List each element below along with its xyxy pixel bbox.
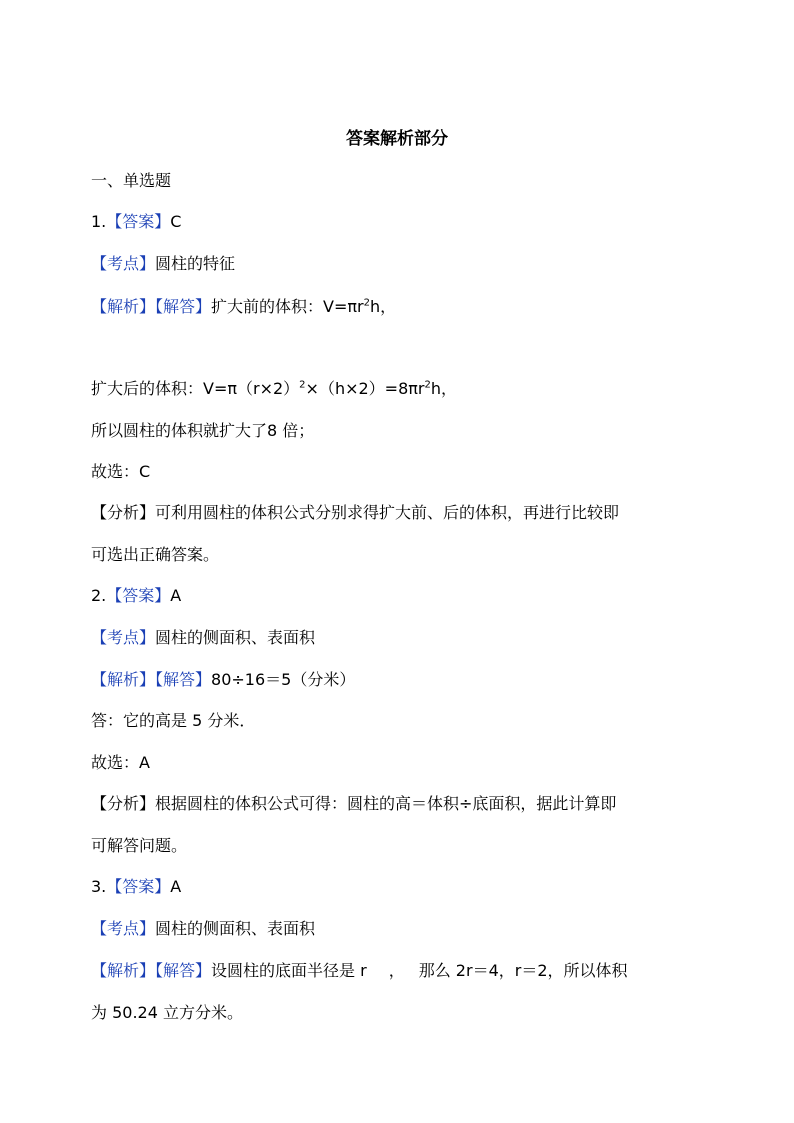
q1-line4: 故选：C xyxy=(91,462,151,481)
q1-line2 xyxy=(91,376,711,402)
q1-line2-a: 扩大后的体积：V=π（r×2） xyxy=(91,379,300,398)
q3-jiexi-c: 那么 2r＝4，r＝2，所以体积 xyxy=(418,961,628,980)
jiexi-tag: 【解析】 xyxy=(91,961,156,980)
q3-kaodian-line xyxy=(91,916,711,942)
q1-fenxi-line xyxy=(91,500,711,526)
fenxi-tag: 【分析】 xyxy=(91,794,156,813)
q1-line2-sup: 2 xyxy=(299,379,306,391)
q2-fenxi-line2: 可解答问题。 xyxy=(91,836,188,855)
q1-number: 1. xyxy=(91,212,107,231)
kaodian-tag: 【考点】 xyxy=(91,919,156,938)
q3-number: 3. xyxy=(91,877,107,896)
q1-line2-c: h， xyxy=(430,379,457,398)
q1-line3: 所以圆柱的体积就扩大了8 倍； xyxy=(91,421,315,440)
q2-line2: 答：它的高是 5 分米． xyxy=(91,711,256,730)
q3-jiexi-b: ， xyxy=(388,961,405,980)
q2-fenxi: 根据圆柱的体积公式可得：圆柱的高＝体积÷底面积，据此计算即 xyxy=(155,794,617,813)
q1-answer-line xyxy=(91,209,711,235)
q3-jiexi-a: 设圆柱的底面半径是 r xyxy=(211,961,367,980)
q2-jiexi: 80÷16＝5（分米） xyxy=(211,670,356,689)
jiexi-tag: 【解析】 xyxy=(91,297,156,316)
q1-fenxi: 可利用圆柱的体积公式分别求得扩大前、后的体积，再进行比较即 xyxy=(155,503,620,522)
q2-answer: A xyxy=(170,586,182,605)
page-title: 答案解析部分 xyxy=(346,129,448,149)
q2-fenxi-line xyxy=(91,791,711,817)
answer-tag: 【答案】 xyxy=(106,212,171,231)
q3-kaodian: 圆柱的侧面积、表面积 xyxy=(155,919,316,938)
answer-tag: 【答案】 xyxy=(106,586,171,605)
q1-kaodian-line xyxy=(91,251,711,277)
kaodian-tag: 【考点】 xyxy=(91,628,156,647)
q3-answer-line xyxy=(91,874,711,900)
q1-jiexi-sup: 2 xyxy=(363,297,370,309)
jieda-tag: 【解答】 xyxy=(155,961,212,980)
q1-line2-sup2: 2 xyxy=(424,379,431,391)
q1-jiexi-line xyxy=(91,294,711,320)
q2-kaodian: 圆柱的侧面积、表面积 xyxy=(155,628,316,647)
q2-line3: 故选：A xyxy=(91,753,150,772)
q2-answer-line xyxy=(91,583,711,609)
q3-answer: A xyxy=(170,877,182,896)
q1-kaodian: 圆柱的特征 xyxy=(155,254,236,273)
answer-tag: 【答案】 xyxy=(106,877,171,896)
fenxi-tag: 【分析】 xyxy=(91,503,156,522)
jiexi-tag: 【解析】 xyxy=(91,670,156,689)
q1-fenxi-line2: 可选出正确答案。 xyxy=(91,545,220,564)
q1-jiexi-text: 扩大前的体积：V=πr xyxy=(211,297,364,316)
q1-jiexi-end: h， xyxy=(369,297,397,316)
q1-line2-b: ×（h×2）=8πr xyxy=(305,379,425,398)
q2-jiexi-line xyxy=(91,667,711,693)
jieda-tag: 【解答】 xyxy=(155,297,212,316)
q3-line2: 为 50.24 立方分米。 xyxy=(91,1003,243,1022)
kaodian-tag: 【考点】 xyxy=(91,254,156,273)
q2-kaodian-line xyxy=(91,625,711,651)
q1-answer: C xyxy=(170,212,182,231)
section-heading: 一、单选题 xyxy=(91,171,172,190)
jieda-tag: 【解答】 xyxy=(155,670,212,689)
q3-jiexi-line xyxy=(91,958,711,984)
q2-number: 2. xyxy=(91,586,107,605)
